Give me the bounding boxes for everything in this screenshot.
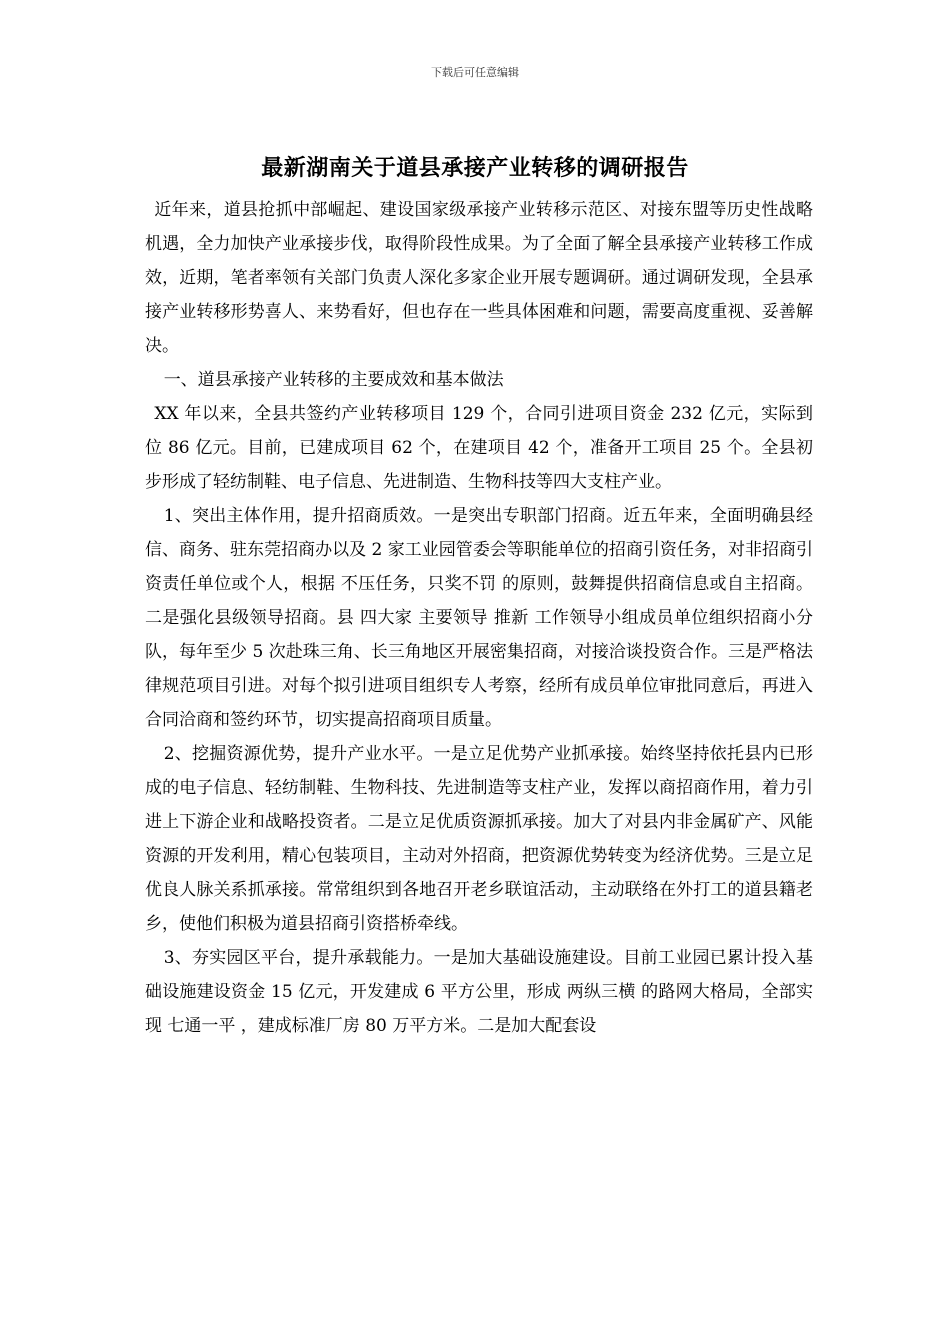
document-title: 最新湖南关于道县承接产业转移的调研报告 <box>261 155 689 181</box>
section-heading-1: 一、道县承接产业转移的主要成效和基本做法 <box>163 370 504 390</box>
header-note: 下载后可任意编辑 <box>431 66 519 79</box>
paragraph-intro: 近年来，道县抢抓中部崛起、建设国家级承接产业转移示范区、对接东盟等历史性战略机遇，全力加快产业承接步伐，取得阶段性成果。为了全面了解全县承接产业转移工作成效，近期，笔者率领有关部门负责人深化多家企业开展专题调研。通过调研发现，全县承接产业转移形势喜人、来势看好，但也存在一些具体困难和问题，需要高度重视、妥善解决。 <box>145 200 813 356</box>
paragraph-point-3: 3、夯实园区平台，提升承载能力。一是加大基础设施建设。目前工业园已累计投入基础设施建设资金 15 亿元，开发建成 6 平方公里，形成 两纵三横 的路网大格局，全部实现 七通一平 ，建成标准厂房 80 万平方米。二是加大配套设 <box>145 948 813 1036</box>
document-body <box>145 193 813 1043</box>
paragraph-overview: XX 年以来，全县共签约产业转移项目 129 个，合同引进项目资金 232 亿元，实际到位 86 亿元。目前，已建成项目 62 个，在建项目 42 个，准备开工项目 25 个。全县初步形成了轻纺制鞋、电子信息、先进制造、生物科技等四大支柱产业。 <box>145 404 813 492</box>
paragraph-point-1: 1、突出主体作用，提升招商质效。一是突出专职部门招商。近五年来，全面明确县经信、商务、驻东莞招商办以及 2 家工业园管委会等职能单位的招商引资任务，对非招商引资责任单位或个人，根据 不压任务，只奖不罚 的原则，鼓舞提供招商信息或自主招商。二是强化县级领导招商。县 四大家 主要领导 推新 工作领导小组成员单位组织招商小分队，每年至少 5 次赴珠三角、长三角地区开展密集招商，对接洽谈投资合作。三是严格法律规范项目引进。对每个拟引进项目组织专人考察，经所有成员单位审批同意后，再进入合同洽商和签约环节，切实提高招商项目质量。 <box>145 506 813 730</box>
paragraph-point-2: 2、挖掘资源优势，提升产业水平。一是立足优势产业抓承接。始终坚持依托县内已形成的电子信息、轻纺制鞋、生物科技、先进制造等支柱产业，发挥以商招商作用，着力引进上下游企业和战略投资者。二是立足优质资源抓承接。加大了对县内非金属矿产、风能资源的开发利用，精心包装项目，主动对外招商，把资源优势转变为经济优势。三是立足优良人脉关系抓承接。常常组织到各地召开老乡联谊活动，主动联络在外打工的道县籍老乡，使他们积极为道县招商引资搭桥牵线。 <box>145 744 813 934</box>
